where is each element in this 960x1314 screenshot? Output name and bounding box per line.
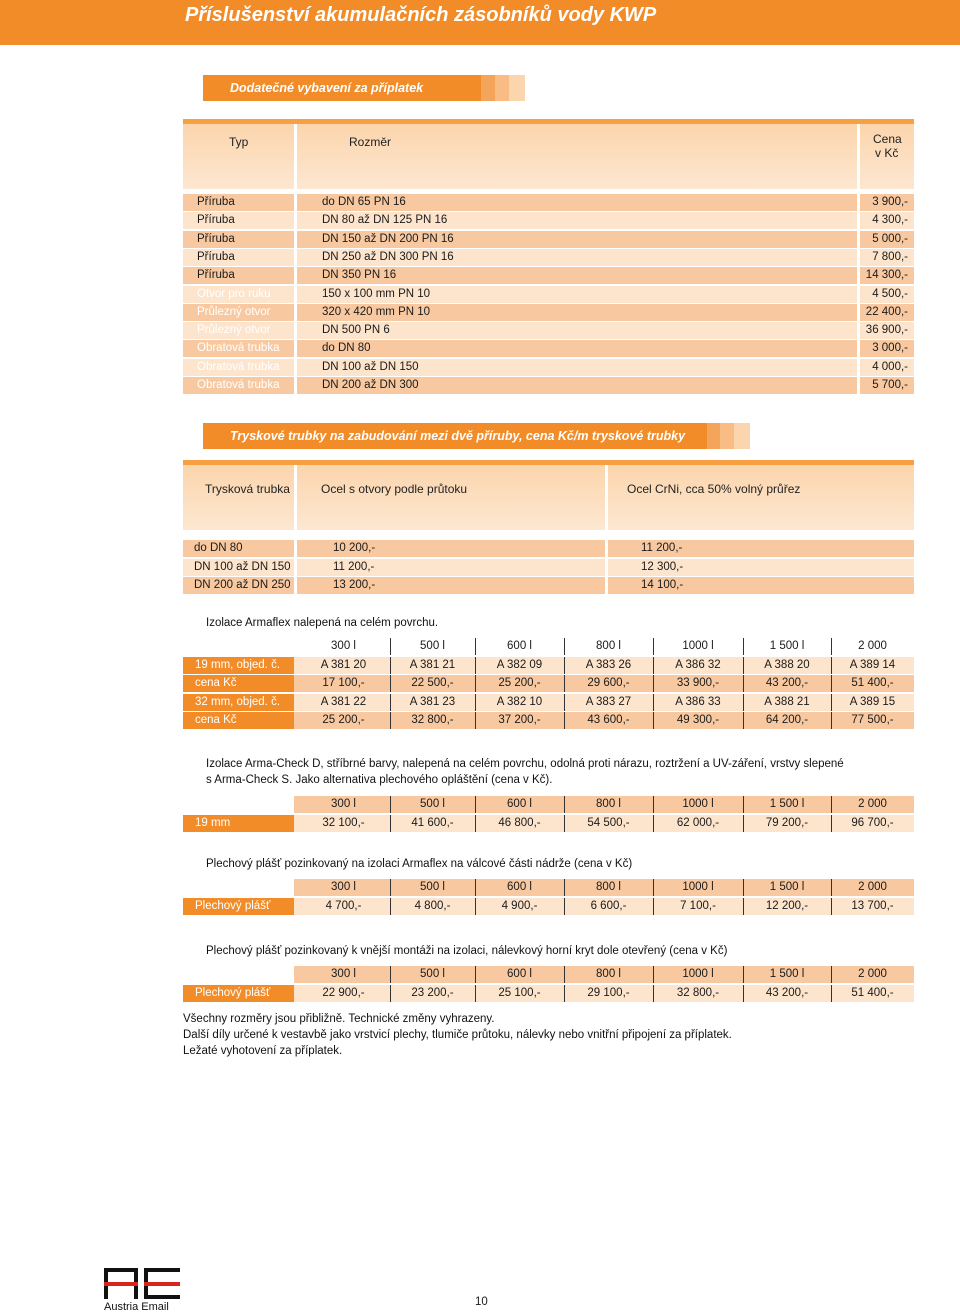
table-cell: 12 200,- [765,899,809,912]
row-separator [857,322,860,339]
note-3: Ležaté vyhotovení za příplatek. [183,1045,343,1057]
header-cena-2: v Kč [875,146,899,160]
column-divider [390,898,391,915]
column-divider [475,675,476,692]
column-divider [475,898,476,915]
cell-rozmer: DN 100 až DN 150 [322,360,419,373]
table-row [183,712,914,729]
table-cell: 25 200,- [322,714,365,726]
column-header: 2 000 [858,798,887,810]
cell-tryskova: DN 200 až DN 250 [194,579,291,591]
table-header-row [183,638,914,655]
row-separator [294,540,297,557]
column-divider [564,985,565,1002]
header-crni: Ocel CrNi, cca 50% volný průřez [627,482,801,496]
table-cell: 51 400,- [851,677,894,689]
column-divider [653,985,654,1002]
section2-heading: Tryskové trubky na zabudování mezi dvě příruby, cena Kč/m tryskové trubky [203,423,707,449]
column-divider [390,966,391,983]
note-1: Všechny rozměry jsou přibližně. Technické změny vyhrazeny. [183,1013,495,1025]
column-divider [653,638,654,655]
column-divider [653,694,654,711]
header-separator [605,465,608,530]
row-label: 19 mm, objed. č. [183,657,294,674]
column-divider [831,879,832,896]
table-row [183,694,914,711]
column-divider [390,638,391,655]
row-label: 19 mm [183,815,294,832]
column-header: 300 l [331,640,356,652]
page-title: Příslušenství akumulačních zásobníků vody KWP [185,4,657,26]
cell-crni: 11 200,- [641,542,683,554]
row-separator [605,577,608,594]
header-separator [294,465,297,530]
cell-cena: 5 000,- [872,232,908,245]
table-cell: A 388 20 [764,658,810,671]
column-header: 1000 l [682,881,714,893]
table-header-row [183,879,914,896]
column-divider [831,898,832,915]
column-divider [831,657,832,674]
column-header: 1000 l [682,640,714,652]
column-divider [743,712,744,729]
row-separator [857,231,860,248]
cell-ocel: 11 200,- [333,560,375,573]
cell-typ: Obratová trubka [197,342,280,355]
cell-typ: Příruba [197,214,235,227]
table-cell: A 381 23 [409,695,456,708]
column-divider [743,985,744,1002]
table-cell: 22 900,- [322,986,365,999]
table-row [183,194,914,211]
cell-cena: 36 900,- [865,324,908,337]
column-divider [390,694,391,711]
logo-text: Austria Email [104,1301,169,1313]
cell-typ: Průlezný otvor [197,324,271,337]
cell-rozmer: DN 150 až DN 200 PN 16 [322,232,454,245]
column-divider [390,815,391,832]
section2-heading-bar [203,423,750,449]
column-header: 1 500 l [769,640,805,652]
column-divider [743,675,744,692]
column-header: 2 000 [858,640,887,652]
cell-ocel: 10 200,- [333,542,376,554]
table-cell: A 386 32 [675,658,721,671]
column-header: 2 000 [858,968,887,980]
column-divider [564,815,565,832]
cell-rozmer: 150 x 100 mm PN 10 [322,287,431,300]
cell-cena: 5 700,- [872,379,908,391]
table-cell: 43 600,- [587,714,630,726]
column-header: 1000 l [682,968,714,980]
ae-logo-icon [104,1268,180,1299]
row-separator [294,231,297,248]
table-cell: A 388 21 [764,695,810,708]
table-row [183,212,914,229]
column-divider [564,675,565,692]
table-cell: 29 100,- [587,986,630,999]
row-separator [294,340,297,357]
table-cell: 32 800,- [411,714,454,726]
column-divider [653,657,654,674]
table-row [183,304,914,321]
column-divider [390,796,391,813]
column-header: 1000 l [682,798,714,810]
section1-heading: Dodatečné vybavení za příplatek [203,75,481,101]
column-divider [653,815,654,832]
table-row [183,286,914,303]
table-row [183,815,914,832]
row-label: Plechový plášť [183,985,294,1002]
table-cell: 43 200,- [765,677,809,689]
table-row [183,377,914,394]
table-row [183,540,914,557]
header-tryskova: Trysková trubka [205,482,290,496]
section6-intro: Plechový plášť pozinkovaný k vnější montáži na izolaci, nálevkový horní kryt dole otevřený (cena v Kč) [206,945,728,957]
page-number: 10 [475,1296,488,1308]
column-divider [564,796,565,813]
cell-rozmer: DN 80 až DN 125 PN 16 [322,214,448,227]
table-cell: 51 400,- [851,986,894,999]
row-separator [294,577,297,594]
column-divider [475,657,476,674]
table-cell: 4 900,- [501,899,538,912]
row-separator [857,286,860,303]
note-2: Další díly určené k vestavbě jako vrstvicí plechy, tlumiče průtoku, nálevky nebo vnitřní připojení za příplatek. [183,1029,732,1041]
table-cell: 49 300,- [676,714,720,726]
column-header: 600 l [507,968,532,980]
table-row [183,898,914,915]
table-cell: 96 700,- [851,816,894,829]
table-cell: 37 200,- [498,714,541,726]
header-cena-1: Cena [873,132,902,146]
table-header-row [183,966,914,983]
table-cell: 79 200,- [765,816,809,829]
row-separator [857,212,860,229]
row-separator [857,359,860,376]
column-divider [475,638,476,655]
section2-table-header [183,460,914,530]
column-divider [831,638,832,655]
table-cell: A 389 14 [849,658,896,671]
column-header: 300 l [331,881,356,893]
row-label: cena Kč [183,712,294,729]
cell-rozmer: do DN 65 PN 16 [322,196,406,208]
row-separator [294,286,297,303]
row-separator [294,304,297,321]
column-header: 2 000 [858,881,887,893]
table-cell: 33 900,- [676,677,720,689]
section5-intro: Plechový plášť pozinkovaný na izolaci Armaflex na válcové části nádrže (cena v Kč) [206,858,633,870]
column-divider [743,694,744,711]
row-separator [857,340,860,357]
heading-block [720,423,734,449]
table-row [183,231,914,248]
column-divider [653,879,654,896]
table-cell: A 383 27 [585,695,632,708]
row-separator [294,212,297,229]
column-header: 500 l [420,798,445,810]
row-separator [857,304,860,321]
table-row [183,322,914,339]
header-separator [294,124,297,189]
cell-typ: Příruba [197,196,235,208]
table-row [183,577,914,594]
cell-rozmer: DN 350 PN 16 [322,269,397,282]
table-cell: 4 800,- [414,899,451,912]
cell-cena: 7 800,- [872,250,908,263]
column-header: 1 500 l [769,968,805,980]
section4-intro-1: Izolace Arma-Check D, stříbrné barvy, nalepená na celém povrchu, odolná proti nárazu, roztržení a UV-záření, vrstvy slepené [206,758,844,770]
column-divider [653,966,654,983]
table-row [183,249,914,266]
column-header: 300 l [331,968,356,980]
column-divider [653,712,654,729]
column-divider [390,985,391,1002]
cell-typ: Otvor pro ruku [197,287,271,300]
table-header-row [183,796,914,813]
table-row [183,340,914,357]
table-cell: A 383 26 [585,658,632,671]
cell-cena: 3 000,- [872,342,908,355]
table-cell: A 389 15 [849,695,896,708]
cell-rozmer: 320 x 420 mm PN 10 [322,305,431,318]
heading-block [707,423,720,449]
cell-crni: 12 300,- [641,560,684,573]
table-cell: 17 100,- [322,677,365,689]
table-row [183,657,914,674]
cell-crni: 14 100,- [641,579,684,591]
row-separator [857,267,860,284]
row-separator [294,377,297,394]
section3-intro: Izolace Armaflex nalepená na celém povrchu. [206,617,439,629]
column-divider [475,985,476,1002]
header-blank [183,638,294,655]
table-cell: 13 700,- [851,899,894,912]
cell-ocel: 13 200,- [333,579,376,591]
cell-rozmer: DN 500 PN 6 [322,324,390,337]
row-separator [294,559,297,576]
table-row [183,267,914,284]
row-separator [605,559,608,576]
row-label: Plechový plášť [183,898,294,915]
column-header: 500 l [420,968,445,980]
heading-block [734,423,750,449]
table-row [183,985,914,1002]
table-cell: 22 500,- [411,677,454,689]
column-header: 600 l [507,881,532,893]
column-divider [564,694,565,711]
table-cell: 7 100,- [680,899,716,912]
column-header: 800 l [596,881,621,893]
cell-typ: Příruba [197,269,235,282]
cell-cena: 4 300,- [872,214,908,227]
row-separator [294,194,297,211]
table-cell: 41 600,- [411,816,454,829]
column-divider [475,966,476,983]
cell-typ: Příruba [197,232,235,245]
cell-tryskova: do DN 80 [194,542,243,554]
section1-table-header [183,119,914,189]
table-cell: 43 200,- [765,986,809,999]
column-divider [831,966,832,983]
row-separator [857,194,860,211]
row-separator [294,359,297,376]
cell-tryskova: DN 100 až DN 150 [194,560,291,573]
row-separator [294,267,297,284]
table-cell: 25 200,- [498,677,541,689]
column-header: 800 l [596,798,621,810]
section4-intro-2: s Arma-Check S. Jako alternativa plechového opláštění (cena v Kč). [206,774,553,786]
austria-email-logo [104,1268,180,1314]
column-divider [743,879,744,896]
table-cell: A 382 10 [496,695,543,708]
table-cell: 6 600,- [590,899,627,912]
table-cell: 23 200,- [411,986,454,999]
column-divider [564,879,565,896]
column-divider [743,966,744,983]
cell-typ: Obratová trubka [197,360,280,373]
table-cell: A 382 09 [496,658,543,671]
table-cell: 4 700,- [325,899,362,912]
column-divider [564,712,565,729]
column-divider [564,638,565,655]
column-divider [475,815,476,832]
column-divider [743,638,744,655]
column-divider [743,657,744,674]
table-cell: 64 200,- [765,714,809,726]
table-cell: 54 500,- [587,816,630,829]
header-separator [857,124,860,189]
row-label: cena Kč [183,675,294,692]
column-divider [564,898,565,915]
table-cell: 32 100,- [322,816,365,829]
column-divider [831,712,832,729]
column-header: 600 l [507,798,532,810]
row-separator [857,249,860,266]
table-cell: 32 800,- [676,986,720,999]
column-divider [653,898,654,915]
heading-block [481,75,495,101]
header-rozmer: Rozměr [349,135,392,149]
table-cell: A 381 22 [320,695,367,708]
column-divider [475,879,476,896]
column-header: 800 l [596,968,621,980]
cell-rozmer: do DN 80 [322,342,371,355]
table-row [183,359,914,376]
header-typ: Typ [229,135,249,149]
column-divider [653,796,654,813]
cell-cena: 3 900,- [872,196,908,208]
column-header: 1 500 l [769,798,805,810]
header-blank [183,879,294,896]
table-cell: 25 100,- [498,986,541,999]
table-row [183,559,914,576]
table-cell: 62 000,- [676,816,720,829]
column-divider [831,985,832,1002]
cell-typ: Příruba [197,250,235,263]
row-separator [605,540,608,557]
column-divider [475,712,476,729]
header-ocel: Ocel s otvory podle průtoku [321,482,468,496]
column-divider [831,694,832,711]
column-header: 1 500 l [769,881,805,893]
title-bar [0,0,960,45]
column-divider [653,675,654,692]
cell-cena: 4 500,- [872,287,908,300]
row-label: 32 mm, objed. č. [183,694,294,711]
header-blank [183,966,294,983]
column-header: 600 l [507,640,532,652]
cell-rozmer: DN 200 až DN 300 [322,379,419,391]
table-cell: A 381 21 [409,658,456,671]
column-divider [475,694,476,711]
table-cell: 46 800,- [498,816,541,829]
cell-rozmer: DN 250 až DN 300 PN 16 [322,250,454,263]
column-divider [831,675,832,692]
cell-cena: 22 400,- [865,305,908,318]
table-cell: A 386 33 [675,695,721,708]
column-header: 500 l [420,640,445,652]
heading-block [509,75,525,101]
column-divider [743,898,744,915]
column-divider [831,815,832,832]
column-header: 800 l [596,640,621,652]
cell-typ: Průlezný otvor [197,305,271,318]
table-cell: 29 600,- [587,677,630,689]
table-cell: A 381 20 [320,658,367,671]
header-blank [183,796,294,813]
row-separator [857,377,860,394]
section1-heading-bar [203,75,525,101]
column-divider [475,796,476,813]
row-separator [294,249,297,266]
column-divider [390,657,391,674]
column-header: 500 l [420,881,445,893]
heading-block [495,75,509,101]
cell-typ: Obratová trubka [197,379,280,391]
cell-cena: 14 300,- [865,269,908,282]
column-divider [564,966,565,983]
cell-cena: 4 000,- [872,360,908,373]
column-header: 300 l [331,798,356,810]
column-divider [743,815,744,832]
row-separator [294,322,297,339]
column-divider [390,675,391,692]
table-cell: 77 500,- [851,714,894,726]
column-divider [390,879,391,896]
column-divider [564,657,565,674]
column-divider [743,796,744,813]
column-divider [390,712,391,729]
column-divider [831,796,832,813]
table-row [183,675,914,692]
